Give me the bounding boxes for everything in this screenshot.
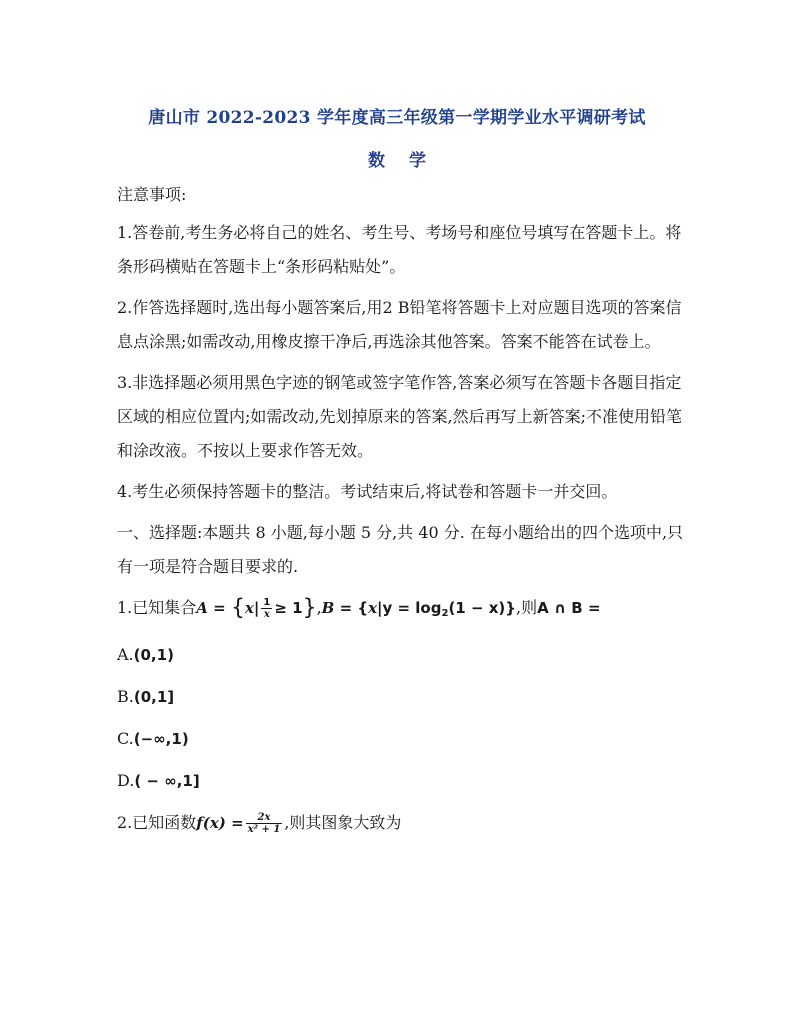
exam-content (117, 178, 685, 847)
option-label: D. (117, 771, 135, 790)
exam-title: 唐山市 2022-2023 学年度高三年级第一学期学业水平调研考试 (148, 108, 646, 128)
fraction (246, 812, 283, 835)
notice-item-1: 1.答卷前,考生务必将自己的姓名、考生号、考场号和座位号填写在答题卡上。将条形码横贴在答题卡上“条形码粘贴处”。 (117, 223, 682, 276)
log-argument: (1 − x) (448, 599, 506, 617)
fraction-denominator: x² + 1 (247, 824, 281, 835)
question-2 (117, 806, 685, 840)
question-stem-suffix: ,则 (515, 598, 538, 617)
option-value: ( − ∞,1] (134, 772, 200, 790)
set-a-expression: A = {x| $\frac{1}{x}$ ≥ 1} (196, 595, 317, 621)
set-b-rhs: y = log (382, 599, 442, 617)
fraction-denominator: x (263, 609, 270, 620)
option-value: (0,1) (133, 646, 174, 664)
set-a-relation: ≥ 1 (274, 599, 303, 617)
fraction-numerator: 2x (246, 812, 283, 824)
section-heading: 一、选择题:本题共 8 小题,每小题 5 分,共 40 分. 在每小题给出的四个选项中,只有一项是符合题目要求的. (117, 523, 684, 576)
option-d (117, 764, 685, 798)
question-stem-suffix: ,则其图象大致为 (284, 813, 402, 832)
function-lhs: f(x) = (196, 814, 244, 832)
notice-heading: 注意事项: (117, 185, 187, 204)
option-label: C. (117, 729, 134, 748)
option-c (117, 722, 685, 756)
set-b-var: x (368, 599, 378, 617)
set-b-expression: $B = \{x|y = \log_2(1 - x)\}$ (321, 599, 516, 619)
exam-subject: 数学 (368, 151, 450, 171)
question-1: 1.已知集合A = {x| $\frac{1}{x}$ ≥ $1\},B = \{x|y = \log_2(1 - x)\}$,则A ∩ B = (117, 595, 601, 621)
set-a-var: x (244, 599, 254, 617)
question-stem-prefix: 已知函数 (132, 813, 197, 832)
notice-item-2: 2.作答选择题时,选出每小题答案后,用2 B铅笔将答题卡上对应题目选项的答案信息点涂黑;如需改动,用橡皮擦干净后,再选涂其他答案。答案不能答在试卷上。 (117, 298, 682, 351)
notice-item-3: 3.非选择题必须用黑色字迹的钢笔或签字笔作答,答案必须写在答题卡各题目指定区域的相应位置内;如需改动,先划掉原来的答案,然后再写上新答案;不准使用铅笔和涂改液。不按以上要求作答无效。 (117, 373, 682, 460)
notice-item-4: 4.考生必须保持答题卡的整洁。考试结束后,将试卷和答题卡一并交回。 (117, 482, 618, 501)
option-value: (0,1] (133, 688, 175, 706)
set-b-label: B (321, 599, 335, 617)
function-expression (196, 812, 284, 835)
option-b (117, 680, 685, 714)
question-number: 2. (117, 813, 133, 832)
option-a (117, 638, 685, 672)
option-value: (−∞,1) (133, 730, 189, 748)
fraction (261, 597, 272, 620)
option-label: A. (117, 645, 134, 664)
question-stem-prefix: 已知集合 (132, 598, 197, 617)
log-base: 2 (441, 608, 449, 619)
option-label: B. (117, 687, 134, 706)
set-a-label: A (196, 599, 208, 617)
intersection-expression: A ∩ B = (537, 599, 601, 617)
question-number: 1. (117, 598, 133, 617)
fraction-numerator: 1 (263, 597, 271, 608)
